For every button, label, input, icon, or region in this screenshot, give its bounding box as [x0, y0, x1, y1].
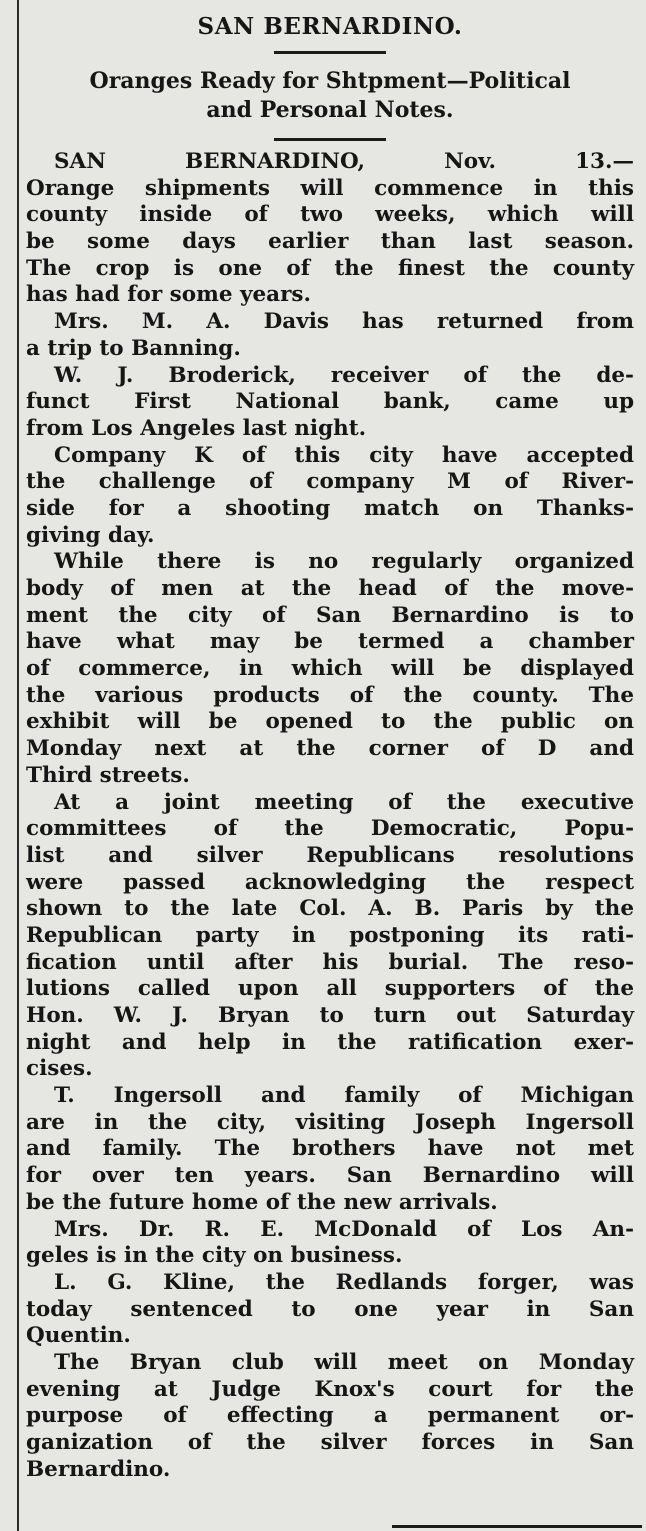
subheadline-line: Oranges Ready for Shtpment—Political: [89, 68, 571, 94]
article-column: [26, 0, 634, 1483]
subheadline-line: and Personal Notes.: [206, 97, 454, 123]
article-text-line: Mrs. M. A. Davis has returned from: [54, 309, 634, 335]
article-text-line: and family. The brothers have not met: [26, 1136, 634, 1162]
article-text-line: funct First National bank, came up: [26, 389, 634, 415]
article-text-line: are in the city, visiting Joseph Ingersoll: [26, 1109, 634, 1135]
article-text-line: Company K of this city have accepted: [54, 442, 634, 468]
article-text-line: the various products of the county. The: [26, 682, 634, 708]
subheadline-rule: [274, 138, 386, 141]
article-text-line: of commerce, in which will be displayed: [26, 656, 634, 682]
article-text-line: exhibit will be opened to the public on: [26, 709, 634, 735]
article-text-line: be some days earlier than last season.: [26, 229, 634, 255]
article-text-line: ment the city of San Bernardino is to: [26, 602, 634, 628]
article-text-line: giving day.: [26, 522, 155, 548]
article-text-line: ganization of the silver forces in San: [26, 1430, 634, 1455]
article-text-line: side for a shooting match on Thanks-: [26, 495, 634, 521]
article-text-line: body of men at the head of the move-: [26, 576, 634, 601]
article-text-line: SAN BERNARDINO, Nov. 13.—: [54, 149, 634, 174]
column-end-rule: [392, 1525, 642, 1528]
article-text-line: Monday next at the corner of D and: [26, 736, 634, 762]
article-text-line: fication until after his burial. The reso-: [26, 949, 634, 975]
headline-rule: [274, 51, 386, 54]
article-text-line: committees of the Democratic, Popu-: [26, 816, 634, 842]
article-text-line: evening at Judge Knox's court for the: [26, 1376, 634, 1402]
article-text-line: Orange shipments will commence in this: [26, 175, 634, 201]
article-text-line: T. Ingersoll and family of Michigan: [54, 1083, 634, 1109]
article-text-line: cises.: [26, 1056, 93, 1082]
article-text-line: have what may be termed a chamber: [26, 629, 634, 655]
article-text-line: Hon. W. J. Bryan to turn out Saturday: [26, 1003, 634, 1028]
article-text-line: night and help in the ratification exer-: [26, 1029, 634, 1055]
article-text-line: The crop is one of the finest the county: [26, 255, 634, 281]
article-text-line: lutions called upon all supporters of the: [26, 976, 634, 1002]
column-divider: [17, 0, 19, 1531]
article-text-line: L. G. Kline, the Redlands forger, was: [54, 1269, 634, 1295]
article-text-line: geles is in the city on business.: [26, 1243, 403, 1269]
article-headline: SAN BERNARDINO.: [197, 13, 463, 40]
article-text-line: for over ten years. San Bernardino will: [26, 1163, 634, 1189]
article-text-line: purpose of effecting a permanent or-: [26, 1403, 634, 1429]
article-text-line: today sentenced to one year in San: [26, 1296, 634, 1322]
article-text-line: from Los Angeles last night.: [26, 415, 367, 441]
article-text-line: Bernardino.: [26, 1456, 171, 1482]
article-text-line: were passed acknowledging the respect: [26, 869, 634, 895]
article-text-line: has had for some years.: [26, 282, 312, 308]
article-text-line: While there is no regularly organized: [54, 549, 634, 575]
article-body: [26, 149, 634, 1483]
article-text-line: The Bryan club will meet on Monday: [54, 1349, 634, 1375]
article-text-line: county inside of two weeks, which will: [26, 202, 634, 228]
article-text-line: Republican party in postponing its rati-: [26, 922, 634, 948]
article-text-line: Mrs. Dr. R. E. McDonald of Los An-: [54, 1216, 634, 1242]
article-text-line: Quentin.: [26, 1323, 131, 1349]
article-text-line: be the future home of the new arrivals.: [26, 1189, 498, 1215]
article-text-line: list and silver Republicans resolutions: [26, 842, 634, 868]
article-text-line: shown to the late Col. A. B. Paris by the: [26, 896, 634, 922]
article-text-line: At a joint meeting of the executive: [54, 789, 634, 815]
article-subheadline: [26, 67, 634, 125]
article-text-line: W. J. Broderick, receiver of the de-: [54, 362, 634, 388]
article-text-line: the challenge of company M of River-: [26, 469, 634, 495]
article-text-line: a trip to Banning.: [26, 335, 241, 361]
article-text-line: Third streets.: [26, 762, 190, 788]
